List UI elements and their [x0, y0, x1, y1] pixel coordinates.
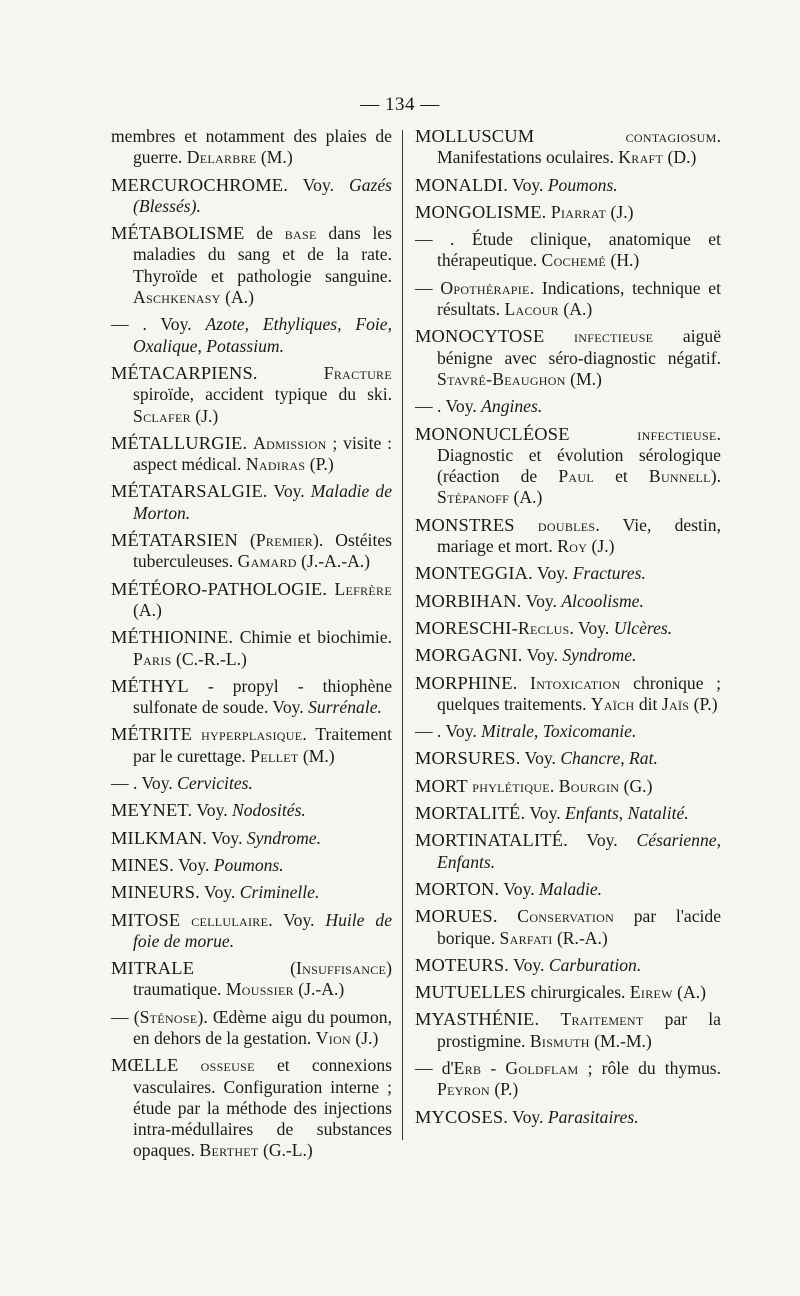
entry-cross-reference: Césarienne, Enfants.	[437, 830, 721, 872]
entry-text: Voy.	[508, 174, 548, 195]
entry-small-caps: Lefrère	[334, 578, 392, 599]
entry-small-caps: Paul	[558, 466, 594, 487]
index-entry	[111, 627, 392, 670]
entry-text: Voy.	[509, 954, 549, 975]
index-entry	[415, 721, 721, 742]
page-number: — 134 —	[360, 94, 440, 115]
entry-headword: MONTEGGIA.	[415, 563, 533, 584]
index-entry	[415, 748, 721, 769]
entry-text	[539, 1009, 560, 1029]
entry-small-caps: Piarrat	[550, 201, 607, 222]
entry-text: chronique ; quelques traitements.	[437, 672, 721, 714]
entry-small-caps: Gamard	[237, 551, 297, 572]
entry-headword: MERCUROCHROME.	[111, 174, 289, 195]
entry-small-caps: Sténose	[139, 1006, 198, 1027]
entry-cross-reference: Syndrome.	[246, 827, 321, 848]
entry-cross-reference: Maladie de Morton.	[133, 481, 393, 523]
entry-text: (M.)	[298, 745, 335, 766]
entry-small-caps: Eirew	[629, 982, 673, 1003]
entry-cross-reference: Angines.	[481, 396, 543, 417]
entry-small-caps: Nadiras	[245, 454, 306, 475]
entry-small-caps: Bourgin	[558, 775, 620, 796]
index-entry	[415, 1058, 721, 1101]
entry-text: (J.)	[190, 405, 219, 426]
entry-cross-reference: Ulcères.	[613, 617, 673, 638]
entry-small-caps: contagiosum	[625, 126, 717, 146]
entry-headword: MÉTÉORO-PATHOLOGIE.	[111, 578, 328, 599]
entry-small-caps: Moussier	[225, 979, 294, 1000]
entry-cross-reference: Chancre, Rat.	[560, 748, 658, 769]
entry-text: (A.)	[509, 487, 543, 508]
entry-text: ) traumatique.	[133, 958, 392, 1000]
entry-text: - propyl - thiophène sulfonate de soude. Voy.	[133, 675, 392, 718]
entry-text: (G.-L.)	[258, 1140, 313, 1161]
entry-text: (J.-A.-A.)	[296, 551, 371, 572]
entry-text	[515, 515, 538, 535]
entry-small-caps: base	[284, 223, 317, 244]
entry-cross-reference: Poumons.	[213, 854, 284, 875]
entry-headword: MINEURS.	[111, 882, 200, 903]
entry-text: par la prostigmine.	[437, 1009, 721, 1051]
entry-small-caps: Yaïch	[590, 693, 635, 714]
entry-headword: MEYNET.	[111, 800, 193, 821]
entry-small-caps: Goldflam	[505, 1057, 579, 1078]
entry-text: (G.)	[619, 775, 653, 796]
entry-headword: MÉTHYL	[111, 675, 189, 696]
entry-cross-reference: Enfants, Natalité.	[565, 803, 689, 824]
index-column-right	[415, 126, 721, 1134]
entry-headword: MORESCHI-	[415, 617, 518, 638]
entry-text: (	[237, 530, 256, 551]
entry-text: ; visite : aspect médical.	[133, 432, 392, 475]
entry-text: -	[481, 1057, 506, 1078]
entry-small-caps: Traitement	[560, 1009, 644, 1030]
entry-text	[192, 724, 201, 744]
entry-small-caps: Sarfati	[499, 927, 553, 948]
index-entry	[111, 530, 392, 573]
entry-headword: MORTINATALITÉ.	[415, 830, 568, 851]
entry-headword: MONALDI.	[415, 174, 509, 195]
entry-text: (A.)	[559, 299, 593, 320]
entry-small-caps: Berthet	[199, 1140, 259, 1161]
entry-cross-reference: Poumons.	[547, 174, 618, 195]
entry-text: par l'acide borique.	[437, 906, 721, 948]
entry-small-caps: Kraft	[618, 147, 664, 168]
entry-text: — . Voy.	[415, 396, 482, 417]
entry-small-caps: Vion	[315, 1027, 351, 1048]
entry-text: (M.-M.)	[589, 1030, 652, 1051]
entry-headword: MORUES.	[415, 906, 498, 927]
index-entry	[415, 515, 721, 558]
index-entry	[415, 278, 721, 321]
entry-text: . Diagnostic et évolution sérologique (réaction de	[437, 423, 721, 487]
entry-headword: MONGOLISME.	[415, 201, 547, 222]
entry-text: (M.)	[256, 147, 293, 168]
entry-headword: MŒLLE	[111, 1055, 179, 1076]
entry-text: Voy.	[522, 645, 563, 666]
index-entry	[415, 830, 721, 873]
entry-text: (A.)	[133, 599, 162, 620]
entry-text: (J.)	[587, 536, 615, 557]
index-entry	[415, 591, 721, 612]
entry-text: de	[244, 223, 285, 244]
index-entry	[111, 223, 392, 308]
entry-text: Voy.	[525, 803, 566, 824]
index-entry	[415, 563, 721, 584]
entry-cross-reference: Carburation.	[548, 954, 642, 975]
entry-text: et	[594, 466, 649, 487]
entry-text: (P.)	[489, 1079, 519, 1100]
entry-text: Voy.	[288, 174, 349, 195]
entry-small-caps: osseuse	[200, 1055, 255, 1076]
index-entry	[415, 424, 721, 509]
entry-text: Voy.	[192, 800, 233, 821]
entry-headword: MINES.	[111, 854, 175, 875]
entry-small-caps: Stavré-Beaughon	[437, 368, 566, 389]
entry-headword: MÉTRITE	[111, 724, 193, 745]
entry-text: — . Voy.	[111, 314, 206, 335]
entry-small-caps: Jaïs	[661, 693, 690, 714]
entry-headword: MONONUCLÉOSE	[415, 423, 570, 444]
entry-text: —	[415, 277, 441, 298]
entry-text: . Traitement par le curettage.	[133, 724, 392, 766]
entry-text: dans les maladies du sang et de la rate. Thyroïde et pathologie sanguine.	[133, 223, 393, 286]
index-entry	[415, 673, 721, 716]
entry-text: Voy.	[567, 830, 637, 851]
entry-small-caps: phylétique	[472, 775, 550, 796]
entry-text: — (	[111, 1006, 140, 1027]
entry-small-caps: Cochemé	[541, 250, 607, 271]
index-entry	[415, 396, 721, 417]
entry-small-caps: Pellet	[250, 745, 299, 766]
index-entry	[415, 803, 721, 824]
entry-headword: MÉTALLURGIE.	[111, 432, 248, 453]
entry-small-caps: Admission	[253, 432, 327, 453]
entry-text: Voy.	[207, 827, 247, 848]
entry-text: (P.)	[305, 454, 334, 475]
entry-headword: MOLLUSCUM	[415, 126, 535, 146]
entry-cross-reference: Parasitaires.	[547, 1106, 639, 1127]
entry-text: spiroïde, accident typique du ski.	[133, 384, 392, 405]
entry-cross-reference: Criminelle.	[239, 882, 320, 903]
index-entry	[111, 724, 392, 767]
entry-small-caps: Conservation	[517, 906, 615, 927]
entry-text: Chimie et biochimie.	[233, 627, 392, 648]
entry-headword: MOTEURS.	[415, 954, 510, 975]
entry-cross-reference: Mitrale, Toxicomanie.	[481, 721, 637, 742]
entry-small-caps: Reclus	[517, 617, 570, 638]
index-entry	[111, 126, 392, 169]
entry-small-caps: cellulaire	[191, 909, 269, 930]
entry-text: Voy.	[532, 563, 573, 584]
entry-text: ). Ostéites tuberculeuses.	[133, 530, 392, 572]
entry-text: (C.-R.-L.)	[171, 648, 247, 669]
entry-text: — . Voy.	[415, 721, 482, 742]
entry-headword: MÉTHIONINE.	[111, 627, 234, 648]
index-entry	[415, 326, 721, 390]
index-entry	[415, 1009, 721, 1052]
entry-small-caps: Fracture	[323, 362, 392, 383]
entry-small-caps: Roy	[557, 536, 588, 557]
entry-headword: MÉTACARPIENS.	[111, 362, 258, 383]
entry-text	[534, 126, 625, 146]
entry-headword: MITRALE	[111, 958, 195, 979]
entry-text: (D.)	[663, 147, 697, 168]
entry-headword: MILKMAN.	[111, 827, 208, 848]
entry-text: (H.)	[606, 250, 640, 271]
entry-text	[517, 673, 530, 693]
entry-small-caps: Paris	[133, 648, 172, 669]
entry-text	[570, 424, 638, 444]
entry-small-caps: Premier	[255, 530, 314, 551]
entry-cross-reference: Fractures.	[572, 563, 646, 584]
entry-small-caps: infectieuse	[637, 423, 717, 444]
entry-headword: MORGAGNI.	[415, 645, 523, 666]
entry-small-caps: Bunnell	[648, 466, 711, 487]
index-entry	[111, 481, 392, 524]
entry-small-caps: infectieuse	[574, 326, 654, 347]
entry-cross-reference: Alcoolisme.	[561, 590, 644, 611]
entry-small-caps: Erb	[453, 1057, 482, 1078]
index-entry	[415, 955, 721, 976]
entry-headword: MORPHINE.	[415, 672, 518, 693]
index-entry	[415, 776, 721, 797]
entry-cross-reference: Huile de foie de morue.	[133, 909, 392, 951]
entry-small-caps: Bismuth	[529, 1030, 590, 1051]
entry-headword: MUTUELLES	[415, 982, 527, 1003]
entry-text: . Manifestations oculaires.	[437, 126, 721, 168]
entry-text: Voy.	[521, 590, 562, 611]
index-entry	[111, 1007, 392, 1050]
index-entry	[111, 1055, 392, 1161]
entry-text: Voy.	[499, 878, 540, 899]
column-divider	[402, 130, 403, 1140]
index-entry	[415, 126, 721, 169]
entry-text	[180, 910, 191, 930]
index-entry	[415, 1107, 721, 1128]
entry-headword: MÉTATARSIEN	[111, 530, 238, 551]
index-entry	[415, 202, 721, 223]
index-entry	[111, 958, 392, 1001]
entry-headword: MONOCYTOSE	[415, 326, 545, 347]
entry-cross-reference: Azote, Ethyliques, Foie, Oxalique, Potassium.	[133, 314, 393, 356]
index-entry	[111, 800, 392, 821]
entry-text: (A.)	[672, 982, 706, 1003]
index-entry	[111, 363, 392, 427]
entry-text: Voy.	[174, 854, 214, 875]
entry-text: aiguë bénigne avec séro-diagnostic négatif.	[437, 326, 721, 368]
entry-text: Voy.	[508, 1106, 548, 1127]
entry-text: ).	[710, 466, 722, 487]
entry-small-caps: Opothérapie	[440, 277, 530, 298]
entry-small-caps: hyperplasique	[201, 724, 303, 745]
entry-small-caps: Delarbre	[186, 147, 257, 168]
entry-text: dit	[634, 693, 662, 714]
index-entry	[415, 982, 721, 1003]
entry-text: — . Voy.	[111, 773, 178, 794]
entry-text: (R.-A.)	[552, 927, 608, 948]
index-entry	[111, 910, 392, 953]
entry-cross-reference: Syndrome.	[562, 645, 637, 666]
entry-text: — . Étude clinique, anatomique et thérapeutique.	[415, 229, 721, 271]
entry-text	[258, 363, 324, 383]
entry-text: (M.)	[565, 368, 602, 389]
entry-text: .	[549, 775, 559, 796]
entry-small-caps: Stépanoff	[437, 487, 510, 508]
index-entry	[415, 175, 721, 196]
entry-text: Voy.	[267, 481, 311, 502]
entry-text: membres et notamment des plaies de guerre.	[111, 126, 392, 168]
entry-text: et connexions vasculaires. Configuration interne ; étude par la méthode des injections intra-médullaires de substances opaques.	[133, 1055, 392, 1161]
entry-headword: MORTALITÉ.	[415, 803, 526, 824]
entry-cross-reference: Maladie.	[539, 878, 603, 899]
entry-headword: MYASTHÉNIE.	[415, 1009, 540, 1030]
entry-small-caps: Insuffisance	[295, 958, 387, 979]
entry-text: (A.)	[220, 287, 254, 308]
entry-small-caps: Aschkenasy	[133, 287, 221, 308]
index-entry	[415, 229, 721, 272]
entry-headword: MONSTRES	[415, 514, 515, 535]
entry-text: chirurgicales.	[526, 982, 630, 1003]
entry-text	[178, 1055, 200, 1075]
entry-text: . Indications, technique et résultats.	[437, 277, 721, 320]
entry-headword: MITOSE	[111, 909, 181, 930]
index-entry	[111, 314, 392, 357]
entry-text: . Voy.	[268, 909, 326, 930]
entry-text: — d'	[415, 1057, 454, 1078]
index-entry	[111, 676, 392, 719]
entry-small-caps: doubles	[537, 514, 596, 535]
entry-text: Voy.	[199, 882, 240, 903]
entry-text: (	[194, 958, 296, 979]
entry-cross-reference: Surrénale.	[308, 697, 382, 718]
index-entry	[415, 645, 721, 666]
index-entry	[111, 855, 392, 876]
entry-small-caps: Peyron	[437, 1079, 490, 1100]
entry-headword: MORTON.	[415, 878, 500, 899]
entry-headword: MORBIHAN.	[415, 590, 522, 611]
index-entry	[415, 906, 721, 949]
index-entry	[111, 579, 392, 622]
entry-headword: MÉTABOLISME	[111, 223, 245, 244]
entry-headword: MYCOSES.	[415, 1106, 509, 1127]
entry-text: (J.)	[606, 201, 634, 222]
entry-cross-reference: Cervicites.	[177, 773, 253, 794]
entry-small-caps: Intoxication	[530, 672, 621, 693]
entry-text	[544, 326, 574, 346]
index-entry	[415, 879, 721, 900]
entry-text: (J.-A.)	[293, 979, 345, 1000]
entry-text: Voy.	[520, 748, 561, 769]
entry-text	[498, 906, 518, 926]
entry-headword: MÉTATARSALGIE.	[111, 481, 268, 502]
index-entry	[111, 828, 392, 849]
entry-text: ). Œdème aigu du poumon, en dehors de la gestation.	[133, 1006, 392, 1048]
entry-small-caps: Sclafer	[133, 405, 191, 426]
index-column-left	[111, 126, 392, 1168]
entry-small-caps: Lacour	[504, 299, 559, 320]
entry-text: (P.)	[689, 693, 718, 714]
index-entry	[111, 882, 392, 903]
entry-text: ; rôle du thymus.	[578, 1057, 721, 1078]
entry-text: . Voy.	[569, 617, 614, 638]
entry-text: . Vie, destin, mariage et mort.	[437, 514, 721, 557]
index-entry	[111, 433, 392, 476]
entry-headword: MORSURES.	[415, 748, 521, 769]
entry-cross-reference: Nodosités.	[232, 800, 306, 821]
entry-cross-reference: Gazés (Blessés).	[133, 174, 392, 216]
index-entry	[111, 773, 392, 794]
entry-headword: MORT	[415, 775, 468, 796]
index-entry	[111, 175, 392, 218]
index-entry	[415, 618, 721, 639]
entry-text: (J.)	[350, 1027, 379, 1048]
